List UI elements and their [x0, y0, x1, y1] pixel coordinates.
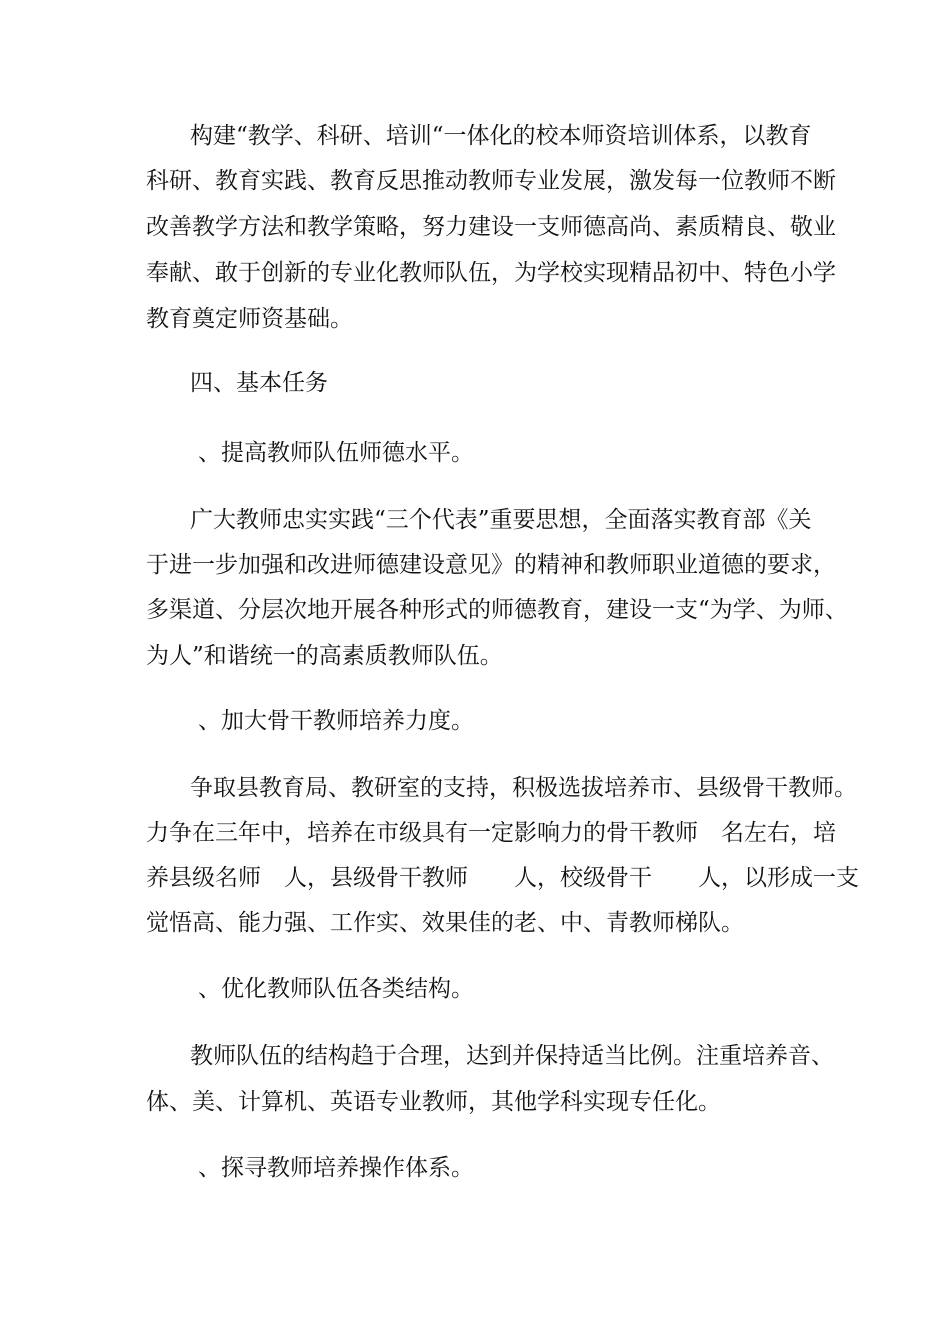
paragraph-2-line-2: 于进一步加强和改进师德建设意见》的精神和教师职业道德的要求，: [146, 552, 836, 578]
paragraph-3-line-1: 争取县教育局、教研室的支持，积极选拔培养市、县级骨干教师。: [190, 775, 857, 801]
paragraph-1-line-2: 科研、教育实践、教育反思推动教师专业发展，激发每一位教师不断: [146, 168, 836, 194]
paragraph-2-line-4: 为人”和谐统一的高素质教师队伍。: [146, 643, 503, 669]
paragraph-3-line-3: 养县级名师 人，县级骨干教师 人，校级骨干 人，以形成一支: [146, 865, 859, 891]
paragraph-1-line-3: 改善教学方法和教学策略，努力建设一支师德高尚、素质精良、敬业: [146, 214, 836, 240]
paragraph-1-line-4: 奉献、敢于创新的专业化教师队伍，为学校实现精品初中、特色小学: [146, 260, 836, 286]
task-3-heading: 、优化教师队伍各类结构。: [198, 976, 474, 1002]
paragraph-2-line-1: 广大教师忠实实践“三个代表”重要思想，全面落实教育部《关: [190, 507, 812, 533]
task-1-heading: 、提高教师队伍师德水平。: [198, 440, 474, 466]
paragraph-4-line-1: 教师队伍的结构趋于合理，达到并保持适当比例。注重培养音、: [190, 1043, 834, 1069]
task-4-heading: 、探寻教师培养操作体系。: [198, 1155, 474, 1181]
paragraph-3-line-2: 力争在三年中，培养在市级具有一定影响力的骨干教师 名左右，培: [146, 820, 836, 846]
paragraph-1-line-5: 教育奠定师资基础。: [146, 306, 353, 332]
section-heading: 四、基本任务: [190, 370, 328, 396]
task-2-heading: 、加大骨干教师培养力度。: [198, 708, 474, 734]
paragraph-3-line-4: 觉悟高、能力强、工作实、效果佳的老、中、青教师梯队。: [146, 910, 744, 936]
paragraph-1-line-1: 构建“教学、科研、培训“一体化的校本师资培训体系，以教育: [190, 123, 812, 149]
paragraph-4-line-2: 体、美、计算机、英语专业教师，其他学科实现专任化。: [146, 1089, 721, 1115]
paragraph-2-line-3: 多渠道、分层次地开展各种形式的师德教育，建设一支“为学、为师、: [146, 597, 848, 623]
